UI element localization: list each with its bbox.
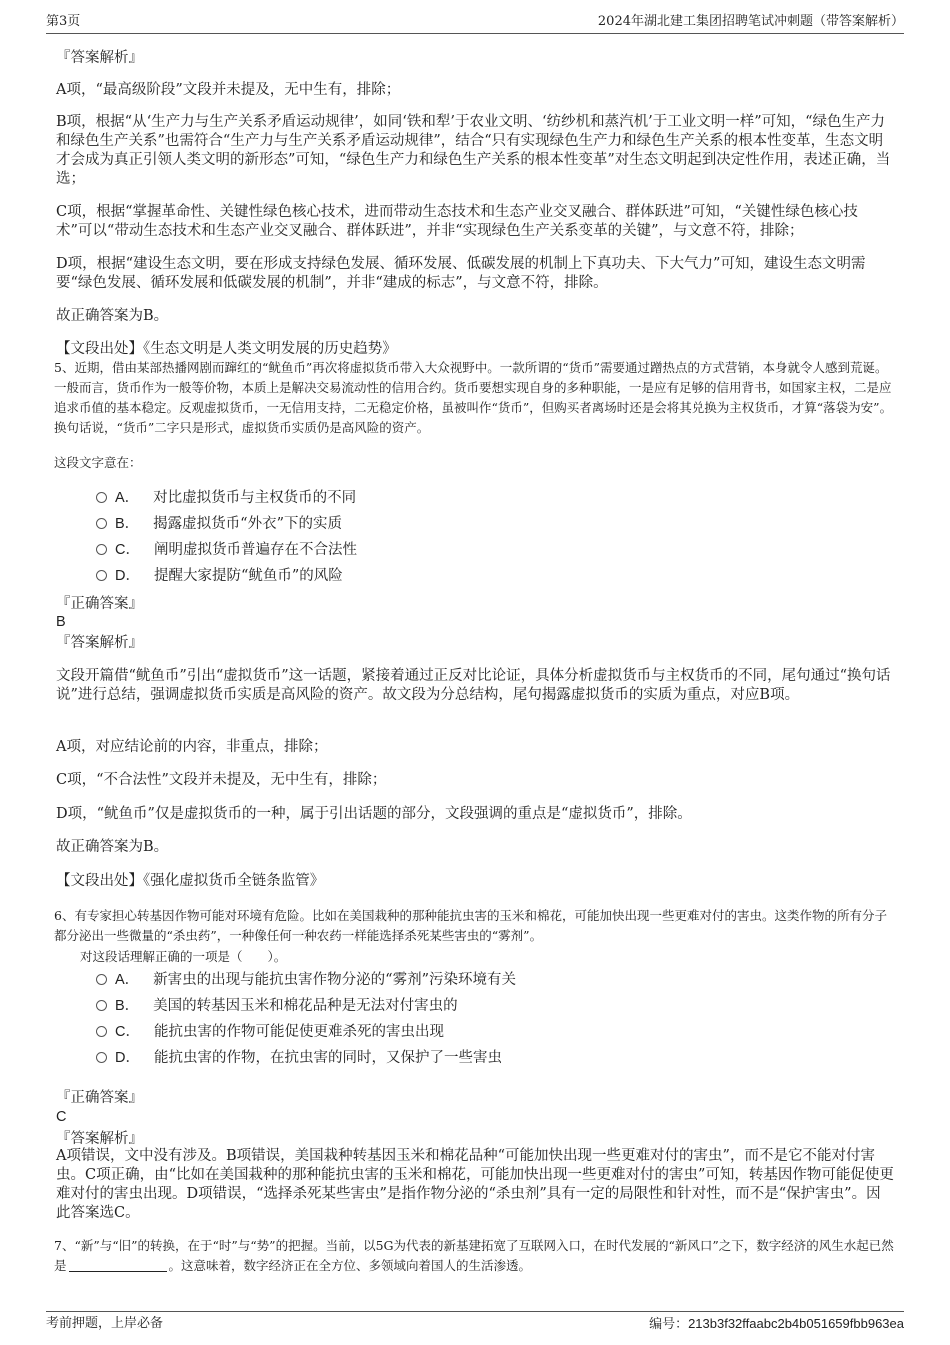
q5-option-c[interactable]: C． 阐明虚拟货币普遍存在不合法性 [96,540,357,560]
q4-analysis-d: D项，根据“建设生态文明，要在形成支持绿色发展、循环发展、低碳发展的机制上下真功夫、下大气力”可知，建设生态文明需要“绿色发展、循环发展和低碳发展的机制”，并非“建成的标志”，与文意不符，排除。 [56,256,866,291]
radio-icon[interactable] [96,544,107,555]
q6-stem: 6、有专家担心转基因作物可能对环境有危险。比如在美国栽种的那种能抗虫害的玉米和棉花，可能加快出现一些更难对付的害虫。这类作物的所有分子都分泌出一些微量的“杀虫药”，一种像任何一种农药一样能选择杀死某些害虫的“雾剂”。 [54,908,887,943]
q4-analysis-heading: 『答案解析』 [56,50,143,66]
q6-answer-heading: 『正确答案』 [56,1090,143,1106]
q5-analysis-a: A项，对应结论前的内容，非重点，排除； [56,739,328,755]
radio-icon[interactable] [96,1026,107,1037]
q5-option-b[interactable]: B． 揭露虚拟货币“外衣”下的实质 [96,514,342,534]
q5-answer-heading: 『正确答案』 [56,596,143,612]
q5-question: 这段文字意在： [54,455,142,470]
q5-answer: B [56,614,66,630]
q6-option-a[interactable]: A． 新害虫的出现与能抗虫害作物分泌的“雾剂”污染环境有关 [96,970,516,990]
radio-icon[interactable] [96,1052,107,1063]
q6-analysis-heading: 『答案解析』 [56,1131,143,1147]
q4-conclusion: 故正确答案为B。 [56,308,169,324]
q5-analysis: 文段开篇借“鱿鱼币”引出“虚拟货币”这一话题，紧接着通过正反对比论证，具体分析虚拟货币与主权货币的不同，尾句通过“换句话说”进行总结，强调虚拟货币实质是高风险的资产。故文段为分总结构，尾句揭露虚拟货币的实质为重点，对应B项。 [56,668,891,703]
q5-source: 【文段出处】《强化虚拟货币全链条监管》 [56,873,325,889]
q5-analysis-d: D项，“鱿鱼币”仅是虚拟货币的一种，属于引出话题的部分，文段强调的重点是“虚拟货币”，排除。 [56,806,692,822]
q4-analysis-a: A项，“最高级阶段”文段并未提及，无中生有，排除； [56,82,401,98]
q6-option-d[interactable]: D． 能抗虫害的作物，在抗虫害的同时，又保护了一些害虫 [96,1048,502,1068]
q5-stem: 5、近期，借由某部热播网剧而蹿红的“鱿鱼币”再次将虚拟货币带入大众视野中。一款所谓的“货币”需要通过蹭热点的方式营销，本身就令人感到荒诞。一般而言，货币作为一般等价物，本质上是解决交易流动性的信用合约。货币要想实现自身的多种职能，一是应有足够的信用背书，如国家主权，二是应追求币值的基本稳定。反观虚拟货币，一无信用支持，二无稳定价格，虽被叫作“货币”，但购买者离场时还是会将其兑换为主权货币，才算“落袋为安”。换句话说，“货币”二字只是形式，虚拟货币实质仍是高风险的资产。 [54,360,893,435]
document-title: 2024年湖北建工集团招聘笔试冲刺题（带答案解析） [597,14,904,29]
q6-option-b[interactable]: B． 美国的转基因玉米和棉花品种是无法对付害虫的 [96,996,458,1016]
q5-conclusion: 故正确答案为B。 [56,839,169,855]
radio-icon[interactable] [96,570,107,581]
q6-answer: C [56,1109,67,1125]
q6-option-c[interactable]: C． 能抗虫害的作物可能促使更难杀死的害虫出现 [96,1022,444,1042]
q4-analysis-c: C项，根据“掌握革命性、关键性绿色核心技术，进而带动生态技术和生态产业交叉融合、群体跃进”可知，“关键性绿色核心技术”可以“带动生态技术和生态产业交叉融合、群体跃进”，并非“实现绿色生产关系变革的关键”，与文意不符，排除； [56,204,858,239]
q6-analysis: A项错误，文中没有涉及。B项错误，美国栽种转基因玉米和棉花品种“可能加快出现一些更难对付的害虫”，而不是它不能对付害虫。C项正确，由“比如在美国栽种的那种能抗虫害的玉米和棉花，可能加快出现一些更难对付的害虫”可知，转基因作物可能促使更难对付的害虫出现。D项错误，“选择杀死某些害虫”是指作物分泌的“杀虫剂”具有一定的局限性和针对性，而不是“保护害虫”。因此答案选C。 [56,1148,894,1221]
q6-question: 对这段话理解正确的一项是（ ）。 [80,949,287,964]
fill-blank [69,1259,167,1272]
q5-analysis-c: C项，“不合法性”文段并未提及，无中生有，排除； [56,772,387,788]
radio-icon[interactable] [96,518,107,529]
q7-stem: 7、“新”与“旧”的转换，在于“时”与“势”的把握。当前，以5G为代表的新基建拓宽了互联网入口，在时代发展的“新风口”之下，数字经济的风生水起已然是 。这意味着，数字经济正在全方位、多领域向着国人的生活渗透。 [54,1238,894,1273]
page-header [46,13,904,34]
q5-option-a[interactable]: A． 对比虚拟货币与主权货币的不同 [96,488,356,508]
q5-analysis-heading: 『答案解析』 [56,635,143,651]
page-number: 第3页 [46,14,81,29]
document-id: 编号：213b3f32ffaabc2b4b051659fbb963ea [649,1316,904,1331]
radio-icon[interactable] [96,1000,107,1011]
page-footer [46,1311,904,1334]
q5-option-d[interactable]: D． 提醒大家提防“鱿鱼币”的风险 [96,566,343,586]
footer-slogan: 考前押题，上岸必备 [46,1316,164,1331]
radio-icon[interactable] [96,974,107,985]
q4-source: 【文段出处】《生态文明是人类文明发展的历史趋势》 [56,341,397,357]
radio-icon[interactable] [96,492,107,503]
q4-analysis-b: B项，根据“从‘生产力与生产关系矛盾运动规律’，如同‘铁和犁’于农业文明、‘纺纱机和蒸汽机’于工业文明一样”可知，“绿色生产力和绿色生产关系”也需符合“生产力与生产关系矛盾运动规律”，结合“只有实现绿色生产力和绿色生产关系的根本性变革，生态文明才会成为真正引领人类文明的新形态”可知，“绿色生产力和绿色生产关系的根本性变革”对生态文明起到决定性作用，表述正确，当选； [56,114,891,187]
